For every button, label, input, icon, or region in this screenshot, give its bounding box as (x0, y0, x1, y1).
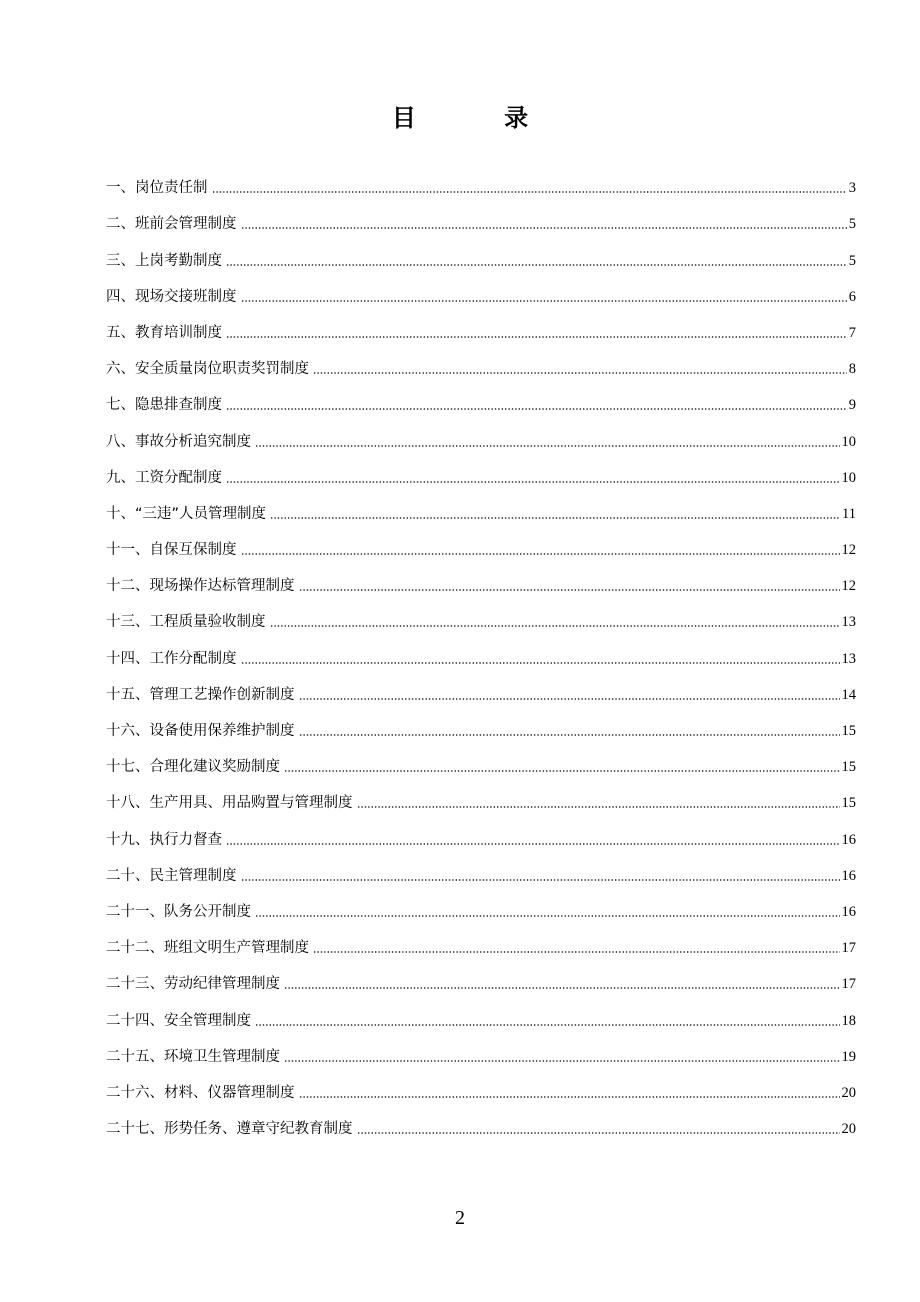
toc-entry-label: 二十五、环境卫生管理制度 (106, 1048, 280, 1065)
toc-dot-leader (241, 553, 840, 555)
toc-entry-label: 八、事故分析追究制度 (106, 433, 251, 450)
toc-entry[interactable] (106, 162, 856, 198)
toc-entry[interactable] (106, 850, 856, 886)
toc-entry-page: 17 (841, 940, 856, 957)
toc-entry-page: 13 (841, 650, 856, 667)
toc-entry-page: 16 (841, 831, 856, 848)
toc-entry-page: 6 (848, 288, 856, 305)
toc-entry-page: 8 (848, 361, 856, 378)
toc-title: 目 录 (391, 104, 569, 132)
toc-entry-label: 五、教育培训制度 (106, 324, 222, 341)
toc-entry-label: 六、安全质量岗位职责奖罚制度 (106, 361, 309, 378)
toc-entry-label: 十、“三违”人员管理制度 (106, 505, 267, 522)
toc-dot-leader (241, 300, 847, 302)
toc-entry-page: 13 (841, 614, 856, 631)
toc-entry[interactable] (106, 343, 856, 379)
toc-entry-label: 二十七、形势任务、遵章守纪教育制度 (106, 1121, 353, 1138)
toc-entry-label: 二十、民主管理制度 (106, 867, 237, 884)
toc-entry-page: 15 (841, 795, 856, 812)
toc-entry-label: 九、工资分配制度 (106, 469, 222, 486)
toc-entry[interactable] (106, 669, 856, 705)
toc-entry[interactable] (106, 379, 856, 415)
toc-entry-page: 14 (841, 686, 856, 703)
toc-entry-page: 10 (841, 433, 856, 450)
toc-entry-label: 十八、生产用具、用品购置与管理制度 (106, 795, 353, 812)
toc-entry-page: 20 (841, 1121, 856, 1138)
toc-entry[interactable] (106, 488, 856, 524)
toc-entry[interactable] (106, 415, 856, 451)
toc-entry-page: 12 (841, 578, 856, 595)
toc-dot-leader (313, 372, 847, 374)
toc-entry-label: 十四、工作分配制度 (106, 650, 237, 667)
toc-entry-label: 三、上岗考勤制度 (106, 252, 222, 269)
toc-dot-leader (284, 1060, 840, 1062)
toc-entry[interactable] (106, 994, 856, 1030)
toc-entry[interactable] (106, 560, 856, 596)
toc-entry[interactable] (106, 1031, 856, 1067)
toc-dot-leader (299, 734, 840, 736)
toc-dot-leader (212, 191, 847, 193)
toc-dot-leader (255, 445, 840, 447)
toc-entry[interactable] (106, 524, 856, 560)
toc-entry-label: 二十二、班组文明生产管理制度 (106, 940, 309, 957)
toc-entry-page: 16 (841, 867, 856, 884)
toc-dot-leader (226, 336, 847, 338)
toc-dot-leader (226, 408, 847, 410)
toc-dot-leader (270, 625, 840, 627)
toc-dot-leader (226, 843, 840, 845)
toc-entry[interactable] (106, 777, 856, 813)
toc-list (106, 162, 856, 1139)
toc-entry-label: 二十一、队务公开制度 (106, 903, 251, 920)
toc-entry[interactable] (106, 1103, 856, 1139)
toc-entry[interactable] (106, 198, 856, 234)
toc-entry[interactable] (106, 886, 856, 922)
toc-entry-label: 十五、管理工艺操作创新制度 (106, 686, 295, 703)
toc-entry-label: 一、岗位责任制 (106, 180, 208, 197)
toc-entry[interactable] (106, 452, 856, 488)
toc-dot-leader (241, 227, 847, 229)
page-number: 2 (455, 1207, 465, 1229)
toc-dot-leader (284, 770, 840, 772)
toc-entry[interactable] (106, 1067, 856, 1103)
toc-dot-leader (241, 879, 840, 881)
toc-entry[interactable] (106, 922, 856, 958)
toc-entry-page: 7 (848, 324, 856, 341)
toc-entry-label: 十九、执行力督查 (106, 831, 222, 848)
toc-entry[interactable] (106, 813, 856, 849)
toc-dot-leader (313, 951, 840, 953)
toc-entry-label: 十一、自保互保制度 (106, 542, 237, 559)
toc-dot-leader (357, 806, 840, 808)
toc-dot-leader (255, 1024, 840, 1026)
toc-dot-leader (299, 589, 840, 591)
toc-entry[interactable] (106, 234, 856, 270)
toc-entry-page: 3 (848, 180, 856, 197)
toc-dot-leader (299, 698, 840, 700)
toc-entry-page: 5 (848, 252, 856, 269)
toc-entry-label: 十六、设备使用保养维护制度 (106, 723, 295, 739)
toc-entry-label: 七、隐患排查制度 (106, 397, 222, 414)
toc-entry-page: 15 (841, 759, 856, 776)
toc-entry-page: 12 (841, 542, 856, 559)
toc-dot-leader (270, 517, 840, 519)
toc-entry[interactable] (106, 741, 856, 777)
toc-entry[interactable] (106, 307, 856, 343)
toc-entry[interactable] (106, 958, 856, 994)
toc-entry-page: 10 (841, 469, 856, 486)
toc-entry[interactable] (106, 271, 856, 307)
toc-entry-page: 19 (841, 1048, 856, 1065)
toc-entry-page: 5 (848, 216, 856, 233)
toc-entry-page: 17 (841, 976, 856, 993)
toc-entry-page: 18 (841, 1012, 856, 1029)
toc-entry[interactable] (106, 632, 856, 668)
toc-entry-label: 十二、现场操作达标管理制度 (106, 578, 295, 595)
toc-entry-label: 二十三、劳动纪律管理制度 (106, 976, 280, 993)
toc-entry-page: 16 (841, 903, 856, 920)
toc-entry-page: 11 (842, 505, 856, 522)
toc-dot-leader (255, 915, 840, 917)
toc-dot-leader (299, 1096, 840, 1098)
toc-dot-leader (226, 264, 847, 266)
toc-entry-label: 二十六、材料、仪器管理制度 (106, 1084, 295, 1101)
toc-entry[interactable] (106, 705, 856, 741)
toc-entry-page: 15 (841, 723, 856, 739)
toc-entry-page: 9 (848, 397, 856, 414)
toc-entry-label: 十七、合理化建议奖励制度 (106, 759, 280, 776)
toc-entry-page: 20 (841, 1084, 856, 1101)
toc-entry-label: 十三、工程质量验收制度 (106, 614, 266, 631)
toc-dot-leader (284, 987, 840, 989)
toc-dot-leader (226, 481, 840, 483)
toc-dot-leader (241, 662, 840, 664)
toc-entry-label: 二十四、安全管理制度 (106, 1012, 251, 1029)
toc-entry[interactable] (106, 596, 856, 632)
toc-dot-leader (357, 1132, 840, 1134)
toc-entry-label: 二、班前会管理制度 (106, 216, 237, 233)
toc-entry-label: 四、现场交接班制度 (106, 288, 237, 305)
